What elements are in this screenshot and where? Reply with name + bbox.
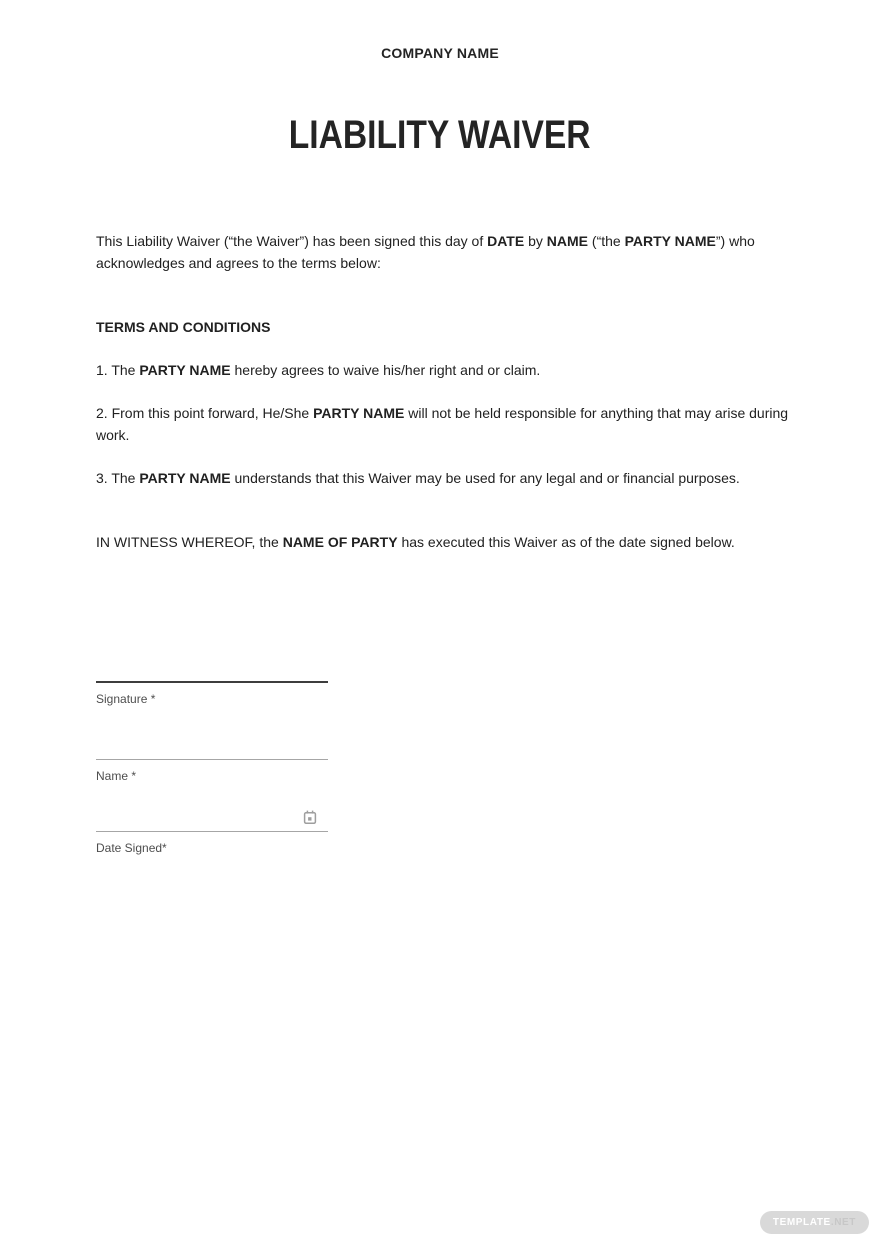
signature-field[interactable] [96, 681, 328, 706]
terms-heading: TERMS AND CONDITIONS [96, 319, 271, 335]
date-signed-label: Date Signed* [96, 841, 167, 855]
name-label: Name * [96, 769, 137, 783]
calendar-icon[interactable] [302, 809, 318, 825]
company-name: COMPANY NAME [381, 45, 499, 61]
page-title-text: LIABILITY WAIVER [289, 113, 591, 157]
templatenet-watermark [760, 1211, 869, 1234]
witness-clause: IN WITNESS WHEREOF, the NAME OF PARTY has executed this Waiver as of the date signed below. [96, 533, 735, 550]
signature-label: Signature * [96, 692, 156, 706]
date-input[interactable] [96, 803, 328, 832]
term-item-2: 2. From this point forward, He/She PARTY NAME will not be held responsible for anything that may arise during work. [96, 405, 789, 443]
page-title [0, 112, 880, 159]
name-field[interactable] [96, 759, 328, 783]
signature-line[interactable] [96, 681, 328, 683]
date-signed-field[interactable] [96, 803, 328, 855]
term-item-3: 3. The PARTY NAME understands that this Waiver may be used for any legal and or financial purposes. [96, 469, 740, 486]
document-body [96, 231, 796, 855]
brand-suffix: .NET [830, 1217, 856, 1228]
term-item-1: 1. The PARTY NAME hereby agrees to waive his/her right and or claim. [96, 362, 541, 378]
brand-main: TEMPLATE [772, 1217, 831, 1228]
intro-paragraph: This Liability Waiver (“the Waiver”) has been signed this day of DATE by NAME (“the PARTY NAME”) who acknowledges and agrees to the terms below: [96, 233, 755, 271]
name-line[interactable] [96, 759, 328, 760]
